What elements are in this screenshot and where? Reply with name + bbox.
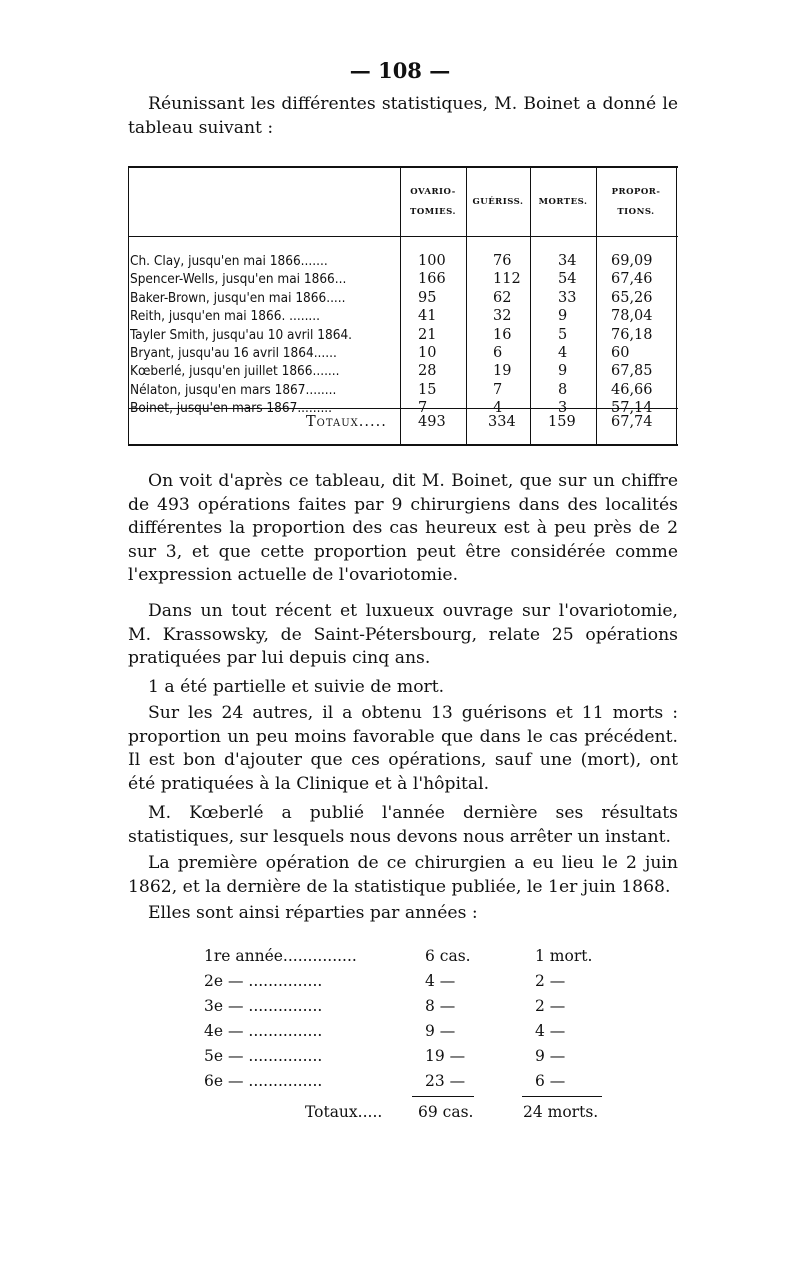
paragraph-krassowsky: Dans un tout récent et luxueux ouvrage sur l'ovariotomie, M. Krassowsky, de Saint-Pétersbourg, relate 25 opérations pratiquées par lui depuis cinq ans.: [128, 601, 678, 668]
table-totals-row: Totaux..... 493 334 159 67,74: [306, 414, 653, 430]
intro-paragraph: Réunissant les différentes statistiques, M. Boinet a donné le tableau suivant :: [128, 94, 678, 138]
table-body: [128, 252, 678, 418]
table-row: Bryant, jusqu'au 16 avril 1864...... 10 6 4 60: [130, 344, 630, 361]
table-row: Spencer-Wells, jusqu'en mai 1866... 166 112 54 67,46: [130, 271, 653, 288]
list-item: 5e — ............... 19 — 9 —: [204, 1047, 566, 1065]
table-row: Tayler Smith, jusqu'au 10 avril 1864. 21 16 5 76,18: [130, 326, 653, 343]
table-row: Boinet, jusqu'en mars 1867......... 7 4 3 57,14: [130, 400, 653, 417]
table-row: Baker-Brown, jusqu'en mai 1866..... 95 62 33 65,26: [130, 289, 653, 306]
table-row: Nélaton, jusqu'en mars 1867........ 15 7 8 46,66: [130, 381, 653, 398]
list-item: 4e — ............... 9 — 4 —: [204, 1022, 566, 1040]
list-item: 2e — ............... 4 — 2 —: [204, 972, 566, 990]
paragraph-koeberle: M. Kœberlé a publié l'année dernière ses résultats statistiques, sur lesquels nous devons nous arrêter un instant.: [128, 803, 678, 847]
table-row: Reith, jusqu'en mai 1866. ........ 41 32 9 78,04: [130, 308, 653, 325]
table-row: Ch. Clay, jusqu'en mai 1866....... 100 76 34 69,09: [130, 253, 653, 269]
totals-rule-morts: [522, 1096, 602, 1097]
page-number: — 108 —: [349, 58, 451, 83]
paragraph-first-operation: La première opération de ce chirurgien a eu lieu le 2 juin 1862, et la dernière de la statistique publiée, le 1er juin 1868.: [128, 853, 678, 897]
totals-rule-cas: [412, 1096, 474, 1097]
paragraph-results: Sur les 24 autres, il a obtenu 13 guérisons et 11 morts : proportion un peu moins favorable que dans le cas précédent. Il est bon d'ajouter que ces opérations, sauf une (mort), ont été pratiquées à la Clinique et à l'hôpital.: [128, 703, 678, 794]
header-ovariotomies: OVARIO-TOMIES.: [410, 187, 456, 217]
paragraph-boinet: On voit d'après ce tableau, dit M. Boinet, que sur un chiffre de 493 opérations faites par 9 chirurgiens dans des localités différentes la proportion des cas heureux est à peu près de 2 sur 3, et que cette proportion peut être considérée comme l'expression actuelle de l'ovariotomie.: [128, 471, 678, 585]
header-guerisons: GUÉRISS.: [472, 197, 524, 207]
years-table: [200, 944, 630, 1121]
table-row: Kœberlé, jusqu'en juillet 1866....... 28 19 9 67,85: [130, 363, 653, 380]
statistics-table: [128, 166, 678, 446]
header-proportions: PROPOR-TIONS.: [611, 187, 661, 217]
years-totals-row: Totaux..... 69 cas. 24 morts.: [305, 1103, 599, 1121]
paragraph-partial: 1 a été partielle et suivie de mort.: [148, 677, 445, 697]
list-item: 3e — ............... 8 — 2 —: [204, 997, 566, 1015]
paragraph-years-intro: Elles sont ainsi réparties par années :: [148, 903, 478, 923]
list-item: 6e — ............... 23 — 6 —: [204, 1072, 566, 1090]
header-morts: MORTES.: [538, 197, 588, 207]
list-item: 1re année............... 6 cas. 1 mort.: [204, 947, 593, 965]
